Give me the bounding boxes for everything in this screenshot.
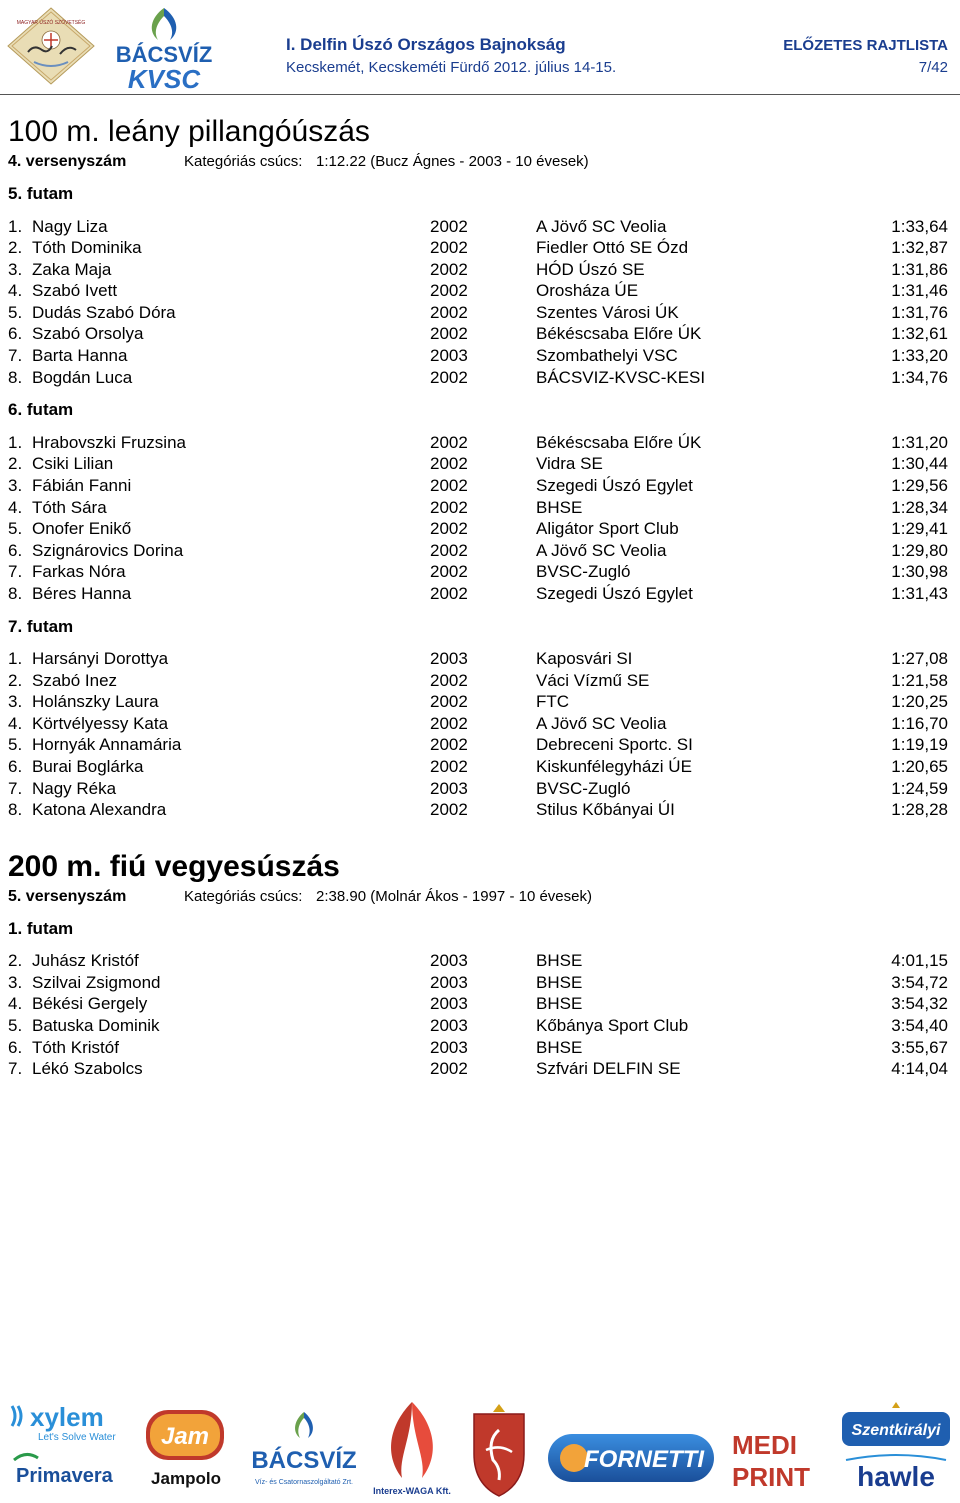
entry-time: 3:54,40 [891,1016,948,1036]
table-row [8,475,952,497]
birth-year: 2003 [430,346,468,366]
swimmer-name: Szabó Orsolya [32,324,144,344]
birth-year: 2002 [430,670,468,690]
birth-year: 2002 [430,692,468,712]
lane: 8. [8,800,23,820]
swimmer-name: Szilvai Zsigmond [32,972,161,992]
entry-time: 1:34,76 [891,367,948,387]
birth-year: 2002 [430,756,468,776]
swimmer-name: Hrabovszki Fruzsina [32,432,186,452]
hungarian-swimming-federation-logo [4,6,98,86]
club: Békéscsaba Előre ÚK [536,432,702,452]
swimmer-name: Hornyák Annamária [32,735,182,755]
table-row [8,778,952,800]
birth-year: 2002 [430,562,468,582]
table-row [8,691,952,713]
entry-time: 3:54,72 [891,972,948,992]
heat-list [8,648,952,821]
club: A Jövő SC Veolia [536,216,667,236]
table-row [8,540,952,562]
table-row [8,1015,952,1037]
event-number: 5. versenyszám [8,887,127,905]
table-row [8,280,952,302]
table-row [8,259,952,281]
lane: 6. [8,540,23,560]
record-label: Kategóriás csúcs: [184,887,303,905]
entry-time: 1:21,58 [891,670,948,690]
swimmer-name: Harsányi Dorottya [32,649,169,668]
club: A Jövő SC Veolia [536,540,667,560]
entry-time: 4:14,04 [891,1059,948,1079]
lane: 3. [8,972,23,992]
document-type: ELŐZETES RAJTLISTA [783,37,948,54]
club: BHSE [536,951,583,971]
club: Kiskunfélegyházi ÚE [536,756,692,776]
swimmer-name: Nagy Réka [32,778,117,798]
club: FTC [536,692,570,712]
entry-time: 4:01,15 [891,951,948,971]
birth-year: 2003 [430,972,468,992]
lane: 5. [8,519,23,539]
table-row [8,561,952,583]
club: BHSE [536,497,583,517]
table-row [8,734,952,756]
swimmer-name: Nagy Liza [32,216,108,236]
table-row [8,216,952,238]
page-number: 7/42 [918,59,948,76]
entry-time: 1:30,98 [891,562,948,582]
start-list [8,112,952,1084]
swimmer-name: Juhász Kristóf [32,951,139,971]
birth-year: 2003 [430,1037,468,1057]
svg-text:Jam: Jam [160,1423,210,1450]
svg-text:Jampolo: Jampolo [151,1469,221,1488]
svg-text:Interex-WAGA Kft.: Interex-WAGA Kft. [373,1486,451,1496]
swimmer-name: Dudás Szabó Dóra [32,302,176,322]
birth-year: 2002 [430,540,468,560]
table-row [8,1037,952,1059]
entry-time: 1:31,46 [891,281,948,301]
fornetti-logo [546,1430,716,1486]
lane: 5. [8,1016,23,1036]
club: Szombathelyi VSC [536,346,678,366]
event-block [8,847,952,1080]
table-row [8,756,952,778]
club: Szegedi Úszó Egylet [536,583,693,603]
swimmer-name: Holánszky Laura [32,692,159,712]
club: Vidra SE [536,454,603,474]
lane: 5. [8,302,23,322]
lane: 4. [8,281,23,301]
lane: 7. [8,562,23,582]
birth-year: 2003 [430,1016,468,1036]
club: Kaposvári SI [536,649,633,668]
svg-text:hawle: hawle [857,1461,935,1492]
svg-text:MEDI: MEDI [732,1430,797,1460]
club: BVSC-Zugló [536,562,631,582]
swimmer-name: Onofer Enikő [32,519,132,539]
event-number: 4. versenyszám [8,153,127,170]
record-label: Kategóriás csúcs: [184,153,303,170]
table-row [8,367,952,389]
lane: 6. [8,756,23,776]
lane: 2. [8,454,23,474]
club: A Jövő SC Veolia [536,713,667,733]
club: Kőbánya Sport Club [536,1016,689,1036]
svg-text:PRINT: PRINT [732,1462,810,1492]
club: HÓD Úszó SE [536,259,645,279]
lane: 1. [8,649,23,668]
table-row [8,302,952,324]
lane: 1. [8,432,23,452]
birth-year: 2002 [430,259,468,279]
entry-time: 1:31,76 [891,302,948,322]
birth-year: 2002 [430,432,468,452]
svg-text:FORNETTI: FORNETTI [584,1446,704,1473]
kecskemet-coat-of-arms [462,1400,536,1500]
club: Fiedler Ottó SE Ózd [536,238,689,258]
birth-year: 2002 [430,238,468,258]
entry-time: 3:55,67 [891,1037,948,1057]
svg-text:Víz- és Csatornaszolgáltató Zr: Víz- és Csatornaszolgáltató Zrt. [254,1479,354,1486]
event-title: 200 m. fiú vegyesúszás [8,849,340,883]
swimmer-name: Szabó Ivett [32,281,118,301]
xylem-primavera-logos [8,1400,128,1496]
svg-text:BÁCSVÍZ: BÁCSVÍZ [115,42,213,67]
svg-text:Let's Solve Water: Let's Solve Water [38,1432,116,1443]
table-row [8,345,952,367]
szentkiralyi-hawle-logos [838,1398,954,1498]
table-row [8,993,952,1015]
competition-venue-date: Kecskemét, Kecskeméti Fürdő 2012. július 14-15. [286,59,617,76]
table-row [8,453,952,475]
table-row [8,972,952,994]
birth-year: 2002 [430,1059,468,1079]
birth-year: 2002 [430,454,468,474]
entry-time: 1:28,34 [891,497,948,517]
lane: 4. [8,713,23,733]
club: Orosháza ÚE [536,281,639,301]
entry-time: 1:33,20 [891,346,948,366]
lane: 3. [8,259,23,279]
club: Váci Vízmű SE [536,670,650,690]
birth-year: 2002 [430,800,468,820]
lane: 5. [8,735,23,755]
swimmer-name: Bogdán Luca [32,367,133,387]
entry-time: 1:19,19 [891,735,948,755]
birth-year: 2002 [430,302,468,322]
table-row [8,497,952,519]
entry-time: 1:29,41 [891,519,948,539]
swimmer-name: Csiki Lilian [32,454,114,474]
club: Békéscsaba Előre ÚK [536,324,702,344]
entry-time: 1:31,20 [891,432,948,452]
entry-time: 1:31,86 [891,259,948,279]
club: Debreceni Sportc. SI [536,735,693,755]
club: Szfvári DELFIN SE [536,1059,681,1079]
interex-waga-logo [372,1396,452,1500]
club: BHSE [536,1037,583,1057]
birth-year: 2002 [430,216,468,236]
entry-time: 1:28,28 [891,800,948,820]
club: BHSE [536,972,583,992]
entry-time: 1:33,64 [891,216,948,236]
entry-time: 1:24,59 [891,778,948,798]
entry-time: 3:54,32 [891,994,948,1014]
entry-time: 1:30,44 [891,454,948,474]
lane: 1. [8,216,23,236]
logo-text: MAGYAR ÚSZÓ SZÖVETSÉG [16,20,86,26]
lane: 4. [8,497,23,517]
birth-year: 2002 [430,713,468,733]
event-title: 100 m. leány pillangóúszás [8,115,370,148]
birth-year: 2003 [430,951,468,971]
swimmer-name: Batuska Dominik [32,1016,160,1036]
swimmer-name: Lékó Szabolcs [32,1059,143,1079]
birth-year: 2002 [430,367,468,387]
club: Aligátor Sport Club [536,519,679,539]
event-meta [8,887,952,907]
birth-year: 2002 [430,735,468,755]
swimmer-name: Tóth Sára [32,497,107,517]
event-meta [8,152,952,172]
swimmer-name: Körtvélyessy Kata [32,713,169,733]
heat-title: 5. futam [8,184,74,203]
table-row [8,648,952,670]
swimmer-name: Farkas Nóra [32,562,126,582]
birth-year: 2002 [430,519,468,539]
club: BVSC-Zugló [536,778,631,798]
event-spacer [8,825,952,847]
lane: 7. [8,1059,23,1079]
birth-year: 2003 [430,778,468,798]
heat-title: 7. futam [8,616,74,636]
swimmer-name: Katona Alexandra [32,800,167,820]
table-row [8,432,952,454]
heat-title: 1. futam [8,918,74,938]
birth-year: 2002 [430,583,468,603]
svg-text:KVSC: KVSC [127,64,201,92]
lane: 6. [8,1037,23,1057]
entry-time: 1:27,08 [891,649,948,668]
table-row [8,583,952,605]
entry-time: 1:32,87 [891,238,948,258]
club: BÁCSVIZ-KVSC-KESI [536,367,706,387]
mediprint-logo [724,1426,834,1494]
header-divider [0,94,960,95]
heat-list [8,216,952,389]
heat-title: 6. futam [8,400,74,420]
entry-time: 1:31,43 [891,583,948,603]
lane: 2. [8,670,23,690]
entry-time: 1:20,25 [891,692,948,712]
swimmer-name: Tóth Kristóf [32,1037,119,1057]
lane: 4. [8,994,23,1014]
swimmer-name: Barta Hanna [32,346,128,366]
club: BHSE [536,994,583,1014]
record-value: 2:38.90 (Molnár Ákos - 1997 - 10 évesek) [316,887,592,905]
birth-year: 2002 [430,475,468,495]
lane: 7. [8,778,23,798]
svg-text:Szentkirályi: Szentkirályi [851,1422,941,1439]
club: Szentes Városi ÚK [536,302,679,322]
table-row [8,799,952,821]
swimmer-name: Tóth Dominika [32,238,142,258]
birth-year: 2002 [430,281,468,301]
heat-list [8,432,952,605]
swimmer-name: Szabó Inez [32,670,118,690]
table-row [8,323,952,345]
swimmer-name: Zaka Maja [32,259,112,279]
entry-time: 1:29,80 [891,540,948,560]
entry-time: 1:16,70 [891,713,948,733]
table-row [8,518,952,540]
competition-title: I. Delfin Úszó Országos Bajnokság [286,35,566,54]
table-row [8,237,952,259]
table-row [8,670,952,692]
entry-time: 1:29,56 [891,475,948,495]
lane: 7. [8,346,23,366]
swimmer-name: Békési Gergely [32,994,148,1014]
lane: 2. [8,951,23,971]
birth-year: 2002 [430,497,468,517]
heat-list [8,950,952,1080]
swimmer-name: Béres Hanna [32,583,132,603]
svg-text:xylem: xylem [30,1402,104,1432]
club: Szegedi Úszó Egylet [536,475,693,495]
swimmer-name: Fábián Fanni [32,475,132,495]
table-row [8,1058,952,1080]
page-header [0,0,960,96]
lane: 8. [8,583,23,603]
record-value: 1:12.22 (Bucz Ágnes - 2003 - 10 évesek) [316,153,589,170]
event-block [8,112,952,821]
sponsor-strip [0,1392,960,1503]
swimmer-name: Burai Boglárka [32,756,144,776]
entry-time: 1:32,61 [891,324,948,344]
entry-time: 1:20,65 [891,756,948,776]
jampolo-logo [134,1404,238,1496]
bacsviz-sponsor-logo [244,1406,364,1498]
lane: 2. [8,238,23,258]
birth-year: 2003 [430,994,468,1014]
lane: 3. [8,692,23,712]
lane: 8. [8,367,23,387]
birth-year: 2003 [430,649,468,668]
club: Stilus Kőbányai ÚI [536,800,675,820]
svg-text:Primavera: Primavera [16,1465,113,1487]
lane: 6. [8,324,23,344]
bacsviz-kvsc-logo [100,4,228,92]
svg-text:BÁCSVÍZ: BÁCSVÍZ [251,1447,357,1474]
table-row [8,950,952,972]
swimmer-name: Szignárovics Dorina [32,540,184,560]
birth-year: 2002 [430,324,468,344]
table-row [8,713,952,735]
lane: 3. [8,475,23,495]
